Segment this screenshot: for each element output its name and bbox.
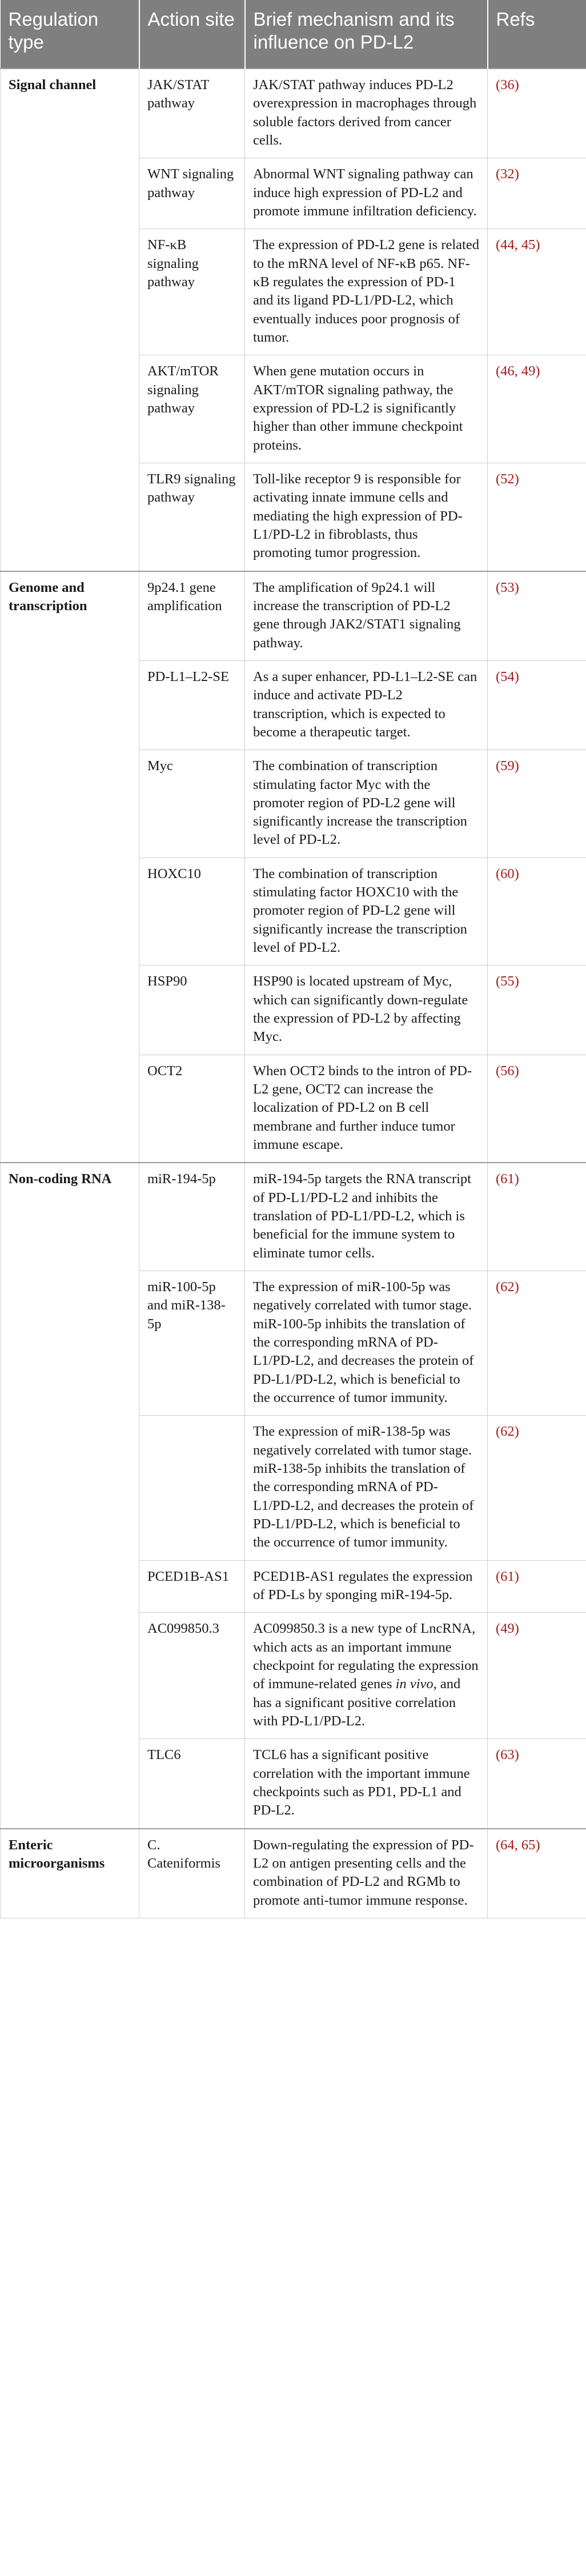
regulation-type-cell xyxy=(1,858,139,966)
table-row xyxy=(1,660,586,750)
refs-link[interactable]: (63) xyxy=(488,1739,586,1829)
action-site-cell: HSP90 xyxy=(139,966,245,1055)
refs-link[interactable]: (55) xyxy=(488,966,586,1055)
mechanism-cell: Down-regulating the expression of PD-L2 on antigen presenting cells and the combination of PD-L2 and RGMb to promote anti-tumor immune response. xyxy=(245,1829,488,1918)
action-site-cell: Myc xyxy=(139,750,245,858)
action-site-cell: PCED1B-AS1 xyxy=(139,1560,245,1613)
table-row xyxy=(1,1560,586,1613)
action-site-cell: WNT signaling pathway xyxy=(139,158,245,229)
mechanism-text: , and has a significant positive correlation with PD-L1/PD-L2. xyxy=(253,1676,461,1729)
action-site-cell: AC099850.3 xyxy=(139,1613,245,1739)
mechanism-cell: The combination of transcription stimulating factor Myc with the promoter region of PD-L2 gene will significantly increase the transcription level of PD-L2. xyxy=(245,750,488,858)
refs-link[interactable]: (44, 45) xyxy=(488,229,586,355)
mechanism-italic-text: in vivo xyxy=(395,1676,434,1692)
header-mechanism: Brief mechanism and its influence on PD-L2 xyxy=(245,0,488,69)
header-action-site: Action site xyxy=(139,0,245,69)
header-row xyxy=(1,0,586,69)
mechanism-cell: The amplification of 9p24.1 will increase the transcription of PD-L2 gene through JAK2/STAT1 signaling pathway. xyxy=(245,571,488,661)
regulation-type-cell: Non-coding RNA xyxy=(1,1163,139,1271)
refs-link[interactable]: (60) xyxy=(488,858,586,966)
refs-link[interactable]: (61) xyxy=(488,1560,586,1613)
action-site-cell: JAK/STAT pathway xyxy=(139,69,245,158)
action-site-cell: NF-κB signaling pathway xyxy=(139,229,245,355)
mechanism-cell: When gene mutation occurs in AKT/mTOR signaling pathway, the expression of PD-L2 is significantly higher than other immune checkpoint proteins. xyxy=(245,355,488,463)
table-row xyxy=(1,1271,586,1416)
regulation-type-cell xyxy=(1,463,139,571)
regulation-type-cell xyxy=(1,229,139,355)
mechanism-cell: The combination of transcription stimulating factor HOXC10 with the promoter region of PD-L2 gene will significantly increase the transcription level of PD-L2. xyxy=(245,858,488,966)
regulation-type-cell: Genome and transcription xyxy=(1,571,139,661)
refs-link[interactable]: (36) xyxy=(488,69,586,158)
regulation-type-cell xyxy=(1,355,139,463)
regulation-type-cell xyxy=(1,1271,139,1416)
mechanism-cell: The expression of PD-L2 gene is related to the mRNA level of NF-κB p65. NF-κB regulates the expression of PD-1 and its ligand PD-L1/PD-L2, which eventually induces poor prognosis of tumor. xyxy=(245,229,488,355)
action-site-cell: C. Cateniformis xyxy=(139,1829,245,1918)
action-site-cell: AKT/mTOR signaling pathway xyxy=(139,355,245,463)
table-row xyxy=(1,1613,586,1739)
action-site-cell: HOXC10 xyxy=(139,858,245,966)
refs-link[interactable]: (64, 65) xyxy=(488,1829,586,1918)
refs-link[interactable]: (49) xyxy=(488,1613,586,1739)
regulation-type-cell xyxy=(1,158,139,229)
refs-link[interactable]: (52) xyxy=(488,463,586,571)
table-row xyxy=(1,1739,586,1829)
table-row xyxy=(1,858,586,966)
action-site-cell: TLC6 xyxy=(139,1739,245,1829)
table-row xyxy=(1,1416,586,1560)
table-row xyxy=(1,1055,586,1163)
table-row xyxy=(1,750,586,858)
mechanism-cell: The expression of miR-100-5p was negatively correlated with tumor stage. miR-100-5p inhibits the translation of the corresponding mRNA of PD-L1/PD-L2, and decreases the protein of PD-L1/PD-L2, which is beneficial to the occurrence of tumor immunity. xyxy=(245,1271,488,1416)
action-site-cell: miR-194-5p xyxy=(139,1163,245,1271)
refs-link[interactable]: (62) xyxy=(488,1416,586,1560)
refs-link[interactable]: (62) xyxy=(488,1271,586,1416)
regulation-type-cell xyxy=(1,750,139,858)
regulation-type-cell xyxy=(1,1055,139,1163)
table-row xyxy=(1,1163,586,1271)
regulation-type-cell: Enteric microorganisms xyxy=(1,1829,139,1918)
action-site-cell: OCT2 xyxy=(139,1055,245,1163)
refs-link[interactable]: (56) xyxy=(488,1055,586,1163)
table-row xyxy=(1,355,586,463)
mechanism-text: AC099850.3 is a new type of LncRNA, which acts as an important immune checkpoint for regulating the expression of immune-related genes xyxy=(253,1621,479,1692)
regulation-type-cell xyxy=(1,1416,139,1560)
action-site-cell: miR-100-5p and miR-138-5p xyxy=(139,1271,245,1416)
mechanism-cell: miR-194-5p targets the RNA transcript of PD-L1/PD-L2 and inhibits the translation of PD-L1/PD-L2, which is beneficial for the immune system to eliminate tumor cells. xyxy=(245,1163,488,1271)
refs-link[interactable]: (59) xyxy=(488,750,586,858)
mechanism-cell: JAK/STAT pathway induces PD-L2 overexpression in macrophages through soluble factors derived from cancer cells. xyxy=(245,69,488,158)
refs-link[interactable]: (61) xyxy=(488,1163,586,1271)
table-row xyxy=(1,571,586,661)
table-row xyxy=(1,69,586,158)
action-site-cell xyxy=(139,1416,245,1560)
table-row xyxy=(1,966,586,1055)
mechanism-cell: The expression of miR-138-5p was negatively correlated with tumor stage. miR-138-5p inhibits the translation of the corresponding mRNA of PD-L1/PD-L2, and decreases the protein of PD-L1/PD-L2, which is beneficial to the occurrence of tumor immunity. xyxy=(245,1416,488,1560)
regulation-type-cell xyxy=(1,660,139,750)
table-row xyxy=(1,158,586,229)
refs-link[interactable]: (32) xyxy=(488,158,586,229)
regulation-type-cell xyxy=(1,1560,139,1613)
regulation-type-cell xyxy=(1,1739,139,1829)
mechanism-cell: HSP90 is located upstream of Myc, which can significantly down-regulate the expression of PD-L2 by affecting Myc. xyxy=(245,966,488,1055)
table-row xyxy=(1,229,586,355)
table-row xyxy=(1,1829,586,1918)
mechanism-cell: TCL6 has a significant positive correlation with the important immune checkpoints such as PD1, PD-L1 and PD-L2. xyxy=(245,1739,488,1829)
table-row xyxy=(1,463,586,571)
mechanism-cell xyxy=(245,1613,488,1739)
mechanism-cell: As a super enhancer, PD-L1–L2-SE can induce and activate PD-L2 transcription, which is expected to become a therapeutic target. xyxy=(245,660,488,750)
regulation-type-cell xyxy=(1,966,139,1055)
regulation-type-cell xyxy=(1,1613,139,1739)
action-site-cell: 9p24.1 gene amplification xyxy=(139,571,245,661)
header-regulation-type: Regulation type xyxy=(1,0,139,69)
mechanism-cell: PCED1B-AS1 regulates the expression of PD-Ls by sponging miR-194-5p. xyxy=(245,1560,488,1613)
refs-link[interactable]: (46, 49) xyxy=(488,355,586,463)
action-site-cell: PD-L1–L2-SE xyxy=(139,660,245,750)
header-refs: Refs xyxy=(488,0,586,69)
mechanism-cell: Toll-like receptor 9 is responsible for activating innate immune cells and mediating the high expression of PD-L1/PD-L2 in fibroblasts, thus promoting tumor progression. xyxy=(245,463,488,571)
regulation-type-cell: Signal channel xyxy=(1,69,139,158)
refs-link[interactable]: (54) xyxy=(488,660,586,750)
action-site-cell: TLR9 signaling pathway xyxy=(139,463,245,571)
mechanism-cell: Abnormal WNT signaling pathway can induce high expression of PD-L2 and promote immune infiltration deficiency. xyxy=(245,158,488,229)
mechanism-cell: When OCT2 binds to the intron of PD-L2 gene, OCT2 can increase the localization of PD-L2 on B cell membrane and further induce tumor immune escape. xyxy=(245,1055,488,1163)
refs-link[interactable]: (53) xyxy=(488,571,586,661)
